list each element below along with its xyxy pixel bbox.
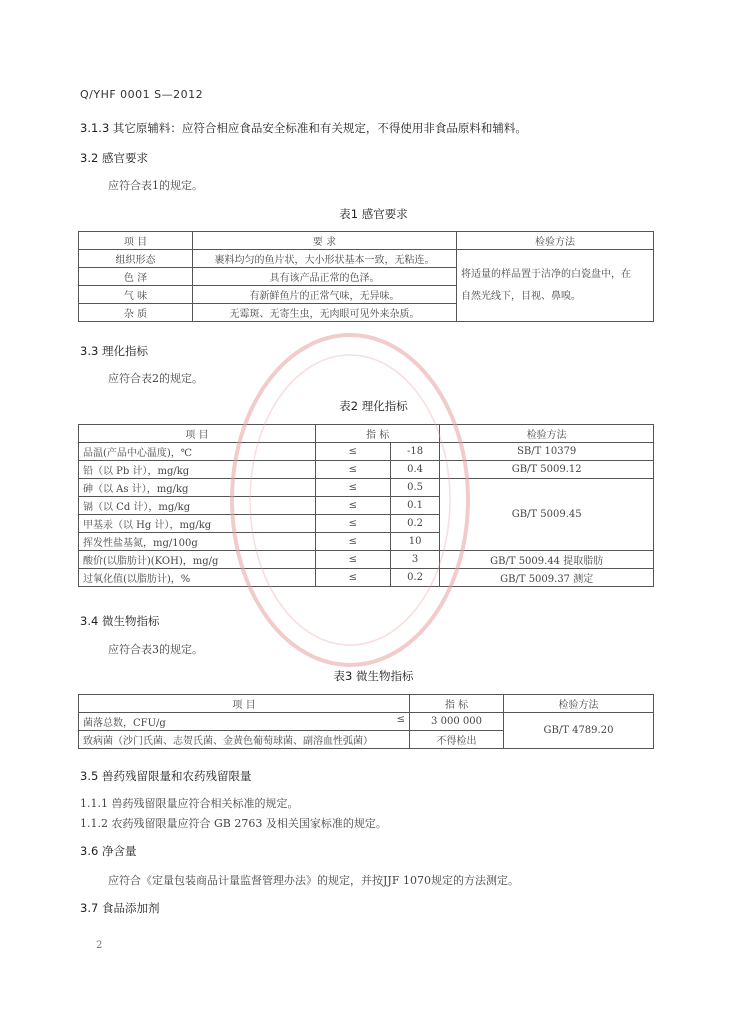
table-cell-item: 菌落总数，CFU/g — [83, 718, 166, 729]
heading-3-4: 3.4 微生物指标 — [80, 614, 160, 628]
table-cell: ≤ — [315, 551, 390, 569]
table-cell: GB/T 5009.44 提取脂肪 — [440, 551, 654, 569]
table-cell: 致病菌（沙门氏菌、志贺氏菌、金黄色葡萄球菌、副溶血性弧菌） — [79, 731, 410, 749]
table-header: 项 目 — [79, 695, 410, 713]
table-cell: 品温(产品中心温度)，℃ — [79, 443, 316, 461]
table-header: 指 标 — [315, 425, 440, 443]
table-row — [79, 551, 654, 569]
table-cell: 挥发性盐基氮，mg/100g — [79, 533, 316, 551]
table-sensory — [78, 231, 654, 322]
table-cell: 铅（以 Pb 计），mg/kg — [79, 461, 316, 479]
para-3-2: 应符合表1的规定。 — [108, 179, 203, 192]
table-cell: ≤ — [315, 479, 390, 497]
table-cell: 有新鲜鱼片的正常气味，无异味。 — [193, 286, 457, 304]
table-cell: 不得检出 — [410, 731, 504, 749]
table-physicochemical — [78, 424, 654, 587]
table-cell: 3 000 000 — [410, 713, 504, 731]
table-header: 指 标 — [410, 695, 504, 713]
table-cell: GB/T 4789.20 — [504, 713, 654, 749]
table-cell: ≤ — [315, 497, 390, 515]
page-number: 2 — [96, 940, 103, 951]
heading-3-6: 3.6 净含量 — [80, 844, 137, 858]
table-cell: ≤ — [315, 443, 390, 461]
table-header: 项 目 — [79, 232, 193, 250]
heading-3-5: 3.5 兽药残留限量和农药残留限量 — [80, 769, 252, 783]
table-cell: 酸价(以脂肪计)(KOH)，mg/g — [79, 551, 316, 569]
table-cell: ≤ — [315, 569, 390, 587]
table-cell: 0.2 — [390, 569, 440, 587]
table-row — [79, 425, 654, 443]
table-cell: 镉（以 Cd 计），mg/kg — [79, 497, 316, 515]
table-row — [79, 569, 654, 587]
table-header: 检验方法 — [504, 695, 654, 713]
table-cell: 10 — [390, 533, 440, 551]
document-code: Q/YHF 0001 S—2012 — [80, 88, 204, 101]
table-cell: 具有该产品正常的色泽。 — [193, 268, 457, 286]
table-row — [79, 479, 654, 497]
para-3-6: 应符合《定量包装商品计量监督管理办法》的规定，并按JJF 1070规定的方法测定。 — [108, 874, 519, 887]
method-line: 将适量的样品置于洁净的白瓷盘中，在 — [461, 268, 631, 280]
table-header: 要 求 — [193, 232, 457, 250]
table-cell: 气 味 — [79, 286, 193, 304]
table-cell: ≤ — [315, 461, 390, 479]
table-cell: GB/T 5009.12 — [440, 461, 654, 479]
table-cell: 杂 质 — [79, 304, 193, 322]
table2-caption: 表2 理化指标 — [339, 399, 408, 413]
table-cell: ≤ — [315, 515, 390, 533]
method-line: 自然光线下，目视、鼻嗅。 — [461, 290, 581, 302]
table-cell: 色 泽 — [79, 268, 193, 286]
table-row — [79, 250, 654, 268]
table-cell: 裹料均匀的鱼片状，大小形状基本一致，无粘连。 — [193, 250, 457, 268]
table-cell: 甲基汞（以 Hg 计），mg/kg — [79, 515, 316, 533]
para-3-3: 应符合表2的规定。 — [108, 372, 203, 385]
table-cell — [79, 713, 410, 731]
table1-caption: 表1 感官要求 — [339, 207, 408, 221]
table-microbiological — [78, 694, 654, 749]
table-cell: -18 — [390, 443, 440, 461]
table-cell: 砷（以 As 计），mg/kg — [79, 479, 316, 497]
table-cell: GB/T 5009.37 测定 — [440, 569, 654, 587]
clause-1-1-1: 1.1.1 兽药残留限量应符合相关标准的规定。 — [80, 797, 299, 810]
heading-3-2: 3.2 感官要求 — [80, 151, 148, 165]
table-header: 项 目 — [79, 425, 316, 443]
heading-3-3: 3.3 理化指标 — [80, 344, 148, 358]
table-header: 检验方法 — [457, 232, 654, 250]
table-cell-method — [457, 250, 654, 322]
table-cell: 0.1 — [390, 497, 440, 515]
heading-3-7: 3.7 食品添加剂 — [80, 901, 160, 915]
table-row — [79, 461, 654, 479]
table-cell: GB/T 5009.45 — [440, 479, 654, 551]
table-cell: 0.4 — [390, 461, 440, 479]
table-cell: SB/T 10379 — [440, 443, 654, 461]
table-cell: 无霉斑、无寄生虫，无肉眼可见外来杂质。 — [193, 304, 457, 322]
table-cell: 0.2 — [390, 515, 440, 533]
table-row — [79, 713, 654, 731]
table-cell: 0.5 — [390, 479, 440, 497]
table3-caption: 表3 微生物指标 — [333, 669, 414, 683]
table-cell: 过氧化值(以脂肪计)，% — [79, 569, 316, 587]
table-header: 检验方法 — [440, 425, 654, 443]
table-cell: 组织形态 — [79, 250, 193, 268]
table-cell-symbol: ≤ — [396, 714, 405, 725]
table-cell: ≤ — [315, 533, 390, 551]
table-row — [79, 232, 654, 250]
para-3-4: 应符合表3的规定。 — [108, 643, 203, 656]
table-cell: 3 — [390, 551, 440, 569]
clause-1-1-2: 1.1.2 农药残留限量应符合 GB 2763 及相关国家标准的规定。 — [80, 817, 387, 830]
clause-3-1-3: 3.1.3 其它原辅料：应符合相应食品安全标准和有关规定，不得使用非食品原料和辅料。 — [80, 121, 527, 135]
table-row — [79, 695, 654, 713]
table-row — [79, 443, 654, 461]
